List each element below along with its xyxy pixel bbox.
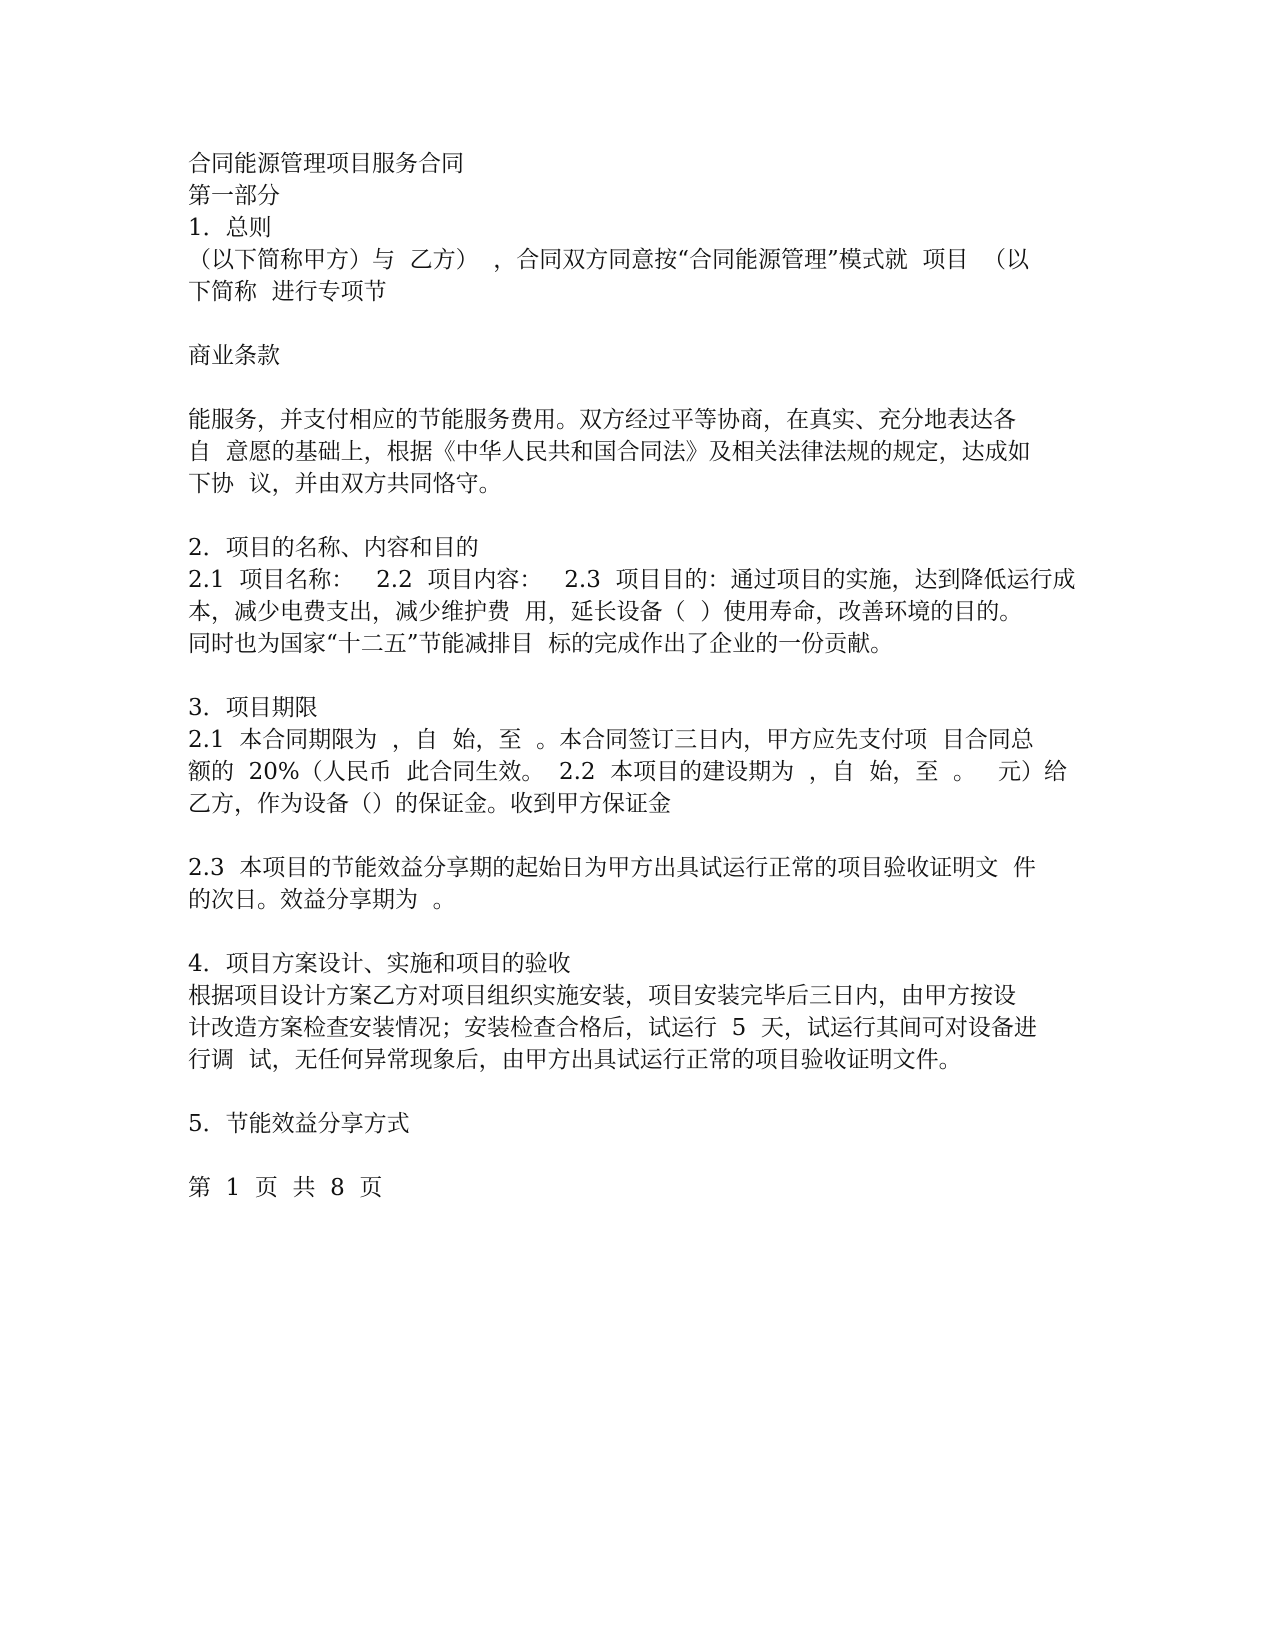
- section-1-heading: 1．总则: [188, 215, 272, 241]
- section-1-text-line: （以下简称甲方）与 乙方） ，合同双方同意按“合同能源管理”模式就 项目 （以: [188, 247, 1030, 273]
- paragraph-gap: [188, 916, 1098, 948]
- commercial-terms-heading: 商业条款: [188, 343, 280, 369]
- section-4-text-line: 计改造方案检查安装情况；安装检查合格后，试运行 5 天，试运行其间可对设备进: [188, 1015, 1037, 1041]
- section-2-text-line: 2.1 项目名称： 2.2 项目内容： 2.3 项目目的：通过项目的实施，达到降低运行成: [188, 567, 1076, 593]
- paragraph-text-line: 自 意愿的基础上，根据《中华人民共和国合同法》及相关法律法规的规定，达成如: [188, 439, 1031, 465]
- section-5-heading: 5．节能效益分享方式: [188, 1111, 410, 1137]
- section-2-text-line: 本，减少电费支出，减少维护费 用，延长设备（ ）使用寿命，改善环境的目的。: [188, 599, 1023, 625]
- paragraph-gap: [188, 660, 1098, 692]
- part-heading: 第一部分: [188, 183, 280, 209]
- paragraph-gap: [188, 500, 1098, 532]
- paragraph-gap: [188, 372, 1098, 404]
- section-2-text-line: 同时也为国家“十二五”节能减排目 标的完成作出了企业的一份贡献。: [188, 631, 894, 657]
- document-title: 合同能源管理项目服务合同: [188, 151, 464, 177]
- section-2-heading: 2．项目的名称、内容和目的: [188, 535, 479, 561]
- paragraph-text-line: 能服务，并支付相应的节能服务费用。双方经过平等协商，在真实、充分地表达各: [188, 407, 1016, 433]
- paragraph-gap: [188, 1140, 1098, 1172]
- section-3-text-line: 的次日。效益分享期为 。: [188, 887, 456, 913]
- page-number-footer: 第 1 页 共 8 页: [188, 1175, 383, 1201]
- section-3-text-line: 乙方，作为设备（）的保证金。收到甲方保证金: [188, 791, 671, 817]
- section-4-text-line: 根据项目设计方案乙方对项目组织实施安装，项目安装完毕后三日内，由甲方按设: [188, 983, 1016, 1009]
- paragraph-gap: [188, 820, 1098, 852]
- paragraph-text-line: 下协 议，并由双方共同恪守。: [188, 471, 502, 497]
- section-3-text-line: 2.3 本项目的节能效益分享期的起始日为甲方出具试运行正常的项目验收证明文 件: [188, 855, 1036, 881]
- paragraph-gap: [188, 308, 1098, 340]
- section-1-text-line: 下简称 进行专项节: [188, 279, 387, 305]
- document-body: [188, 148, 1098, 1204]
- paragraph-gap: [188, 1076, 1098, 1108]
- section-4-text-line: 行调 试，无任何异常现象后，由甲方出具试运行正常的项目验收证明文件。: [188, 1047, 962, 1073]
- section-3-text-line: 额的 20%（人民币 此合同生效。 2.2 本项目的建设期为 ，自 始，至 。 元）给: [188, 759, 1067, 785]
- section-4-heading: 4．项目方案设计、实施和项目的验收: [188, 951, 571, 977]
- section-3-text-line: 2.1 本合同期限为 ，自 始，至 。本合同签订三日内，甲方应先支付项 目合同总: [188, 727, 1034, 753]
- section-3-heading: 3．项目期限: [188, 695, 318, 721]
